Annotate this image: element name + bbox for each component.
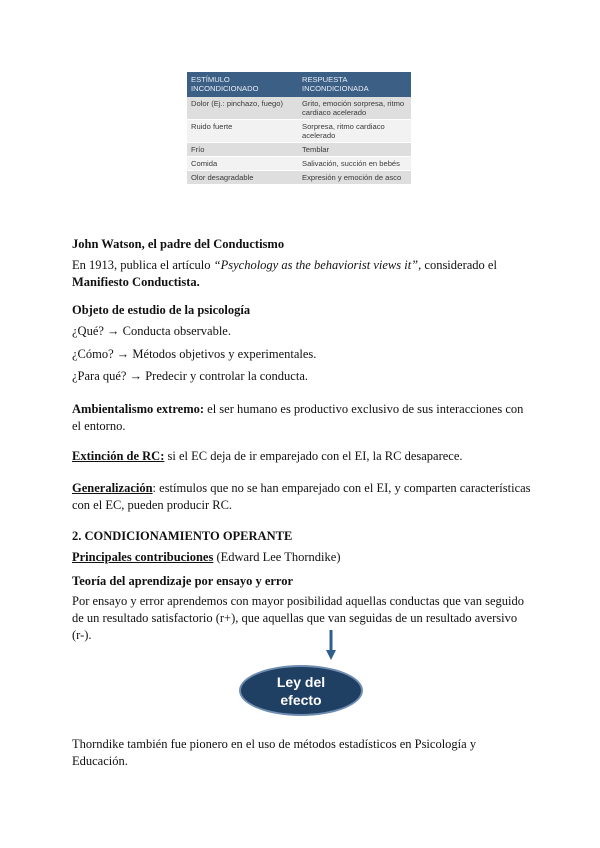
table-cell: Dolor (Ej.: pinchazo, fuego)	[187, 97, 298, 120]
operante-title: 2. CONDICIONAMIENTO OPERANTE	[72, 529, 293, 543]
table-row	[187, 143, 411, 157]
objeto-line-que: ¿Qué? → Conducta observable.	[72, 324, 231, 338]
table-cell: Sorpresa, ritmo cardiaco acelerado	[298, 120, 411, 143]
thorndike-final-paragraph: Thorndike también fue pionero en el uso de métodos estadísticos en Psicología y Educación.	[72, 737, 477, 768]
table-row	[187, 171, 411, 185]
table-cell: Frío	[187, 143, 298, 157]
generalizacion-text: : estímulos que no se han emparejado con el EI, y comparten características con el EC, pueden producir RC.	[72, 481, 531, 512]
contribuciones-line	[72, 549, 532, 566]
manifesto-name: Manifiesto Conductista.	[72, 275, 200, 289]
objeto-line-para-que: ¿Para qué? → Predecir y controlar la conducta.	[72, 369, 309, 383]
table-cell: Salivación, succión en bebés	[298, 157, 411, 171]
extincion-text: si el EC deja de ir emparejado con el EI, la RC desaparece.	[164, 449, 463, 463]
teoria-heading: Teoría del aprendizaje por ensayo y error	[72, 574, 294, 588]
extincion-paragraph	[72, 448, 532, 465]
table-row	[187, 120, 411, 143]
table-cell: Ruido fuerte	[187, 120, 298, 143]
ambientalismo-paragraph	[72, 401, 532, 435]
table-header-cell: ESTÍMULO INCONDICIONADO	[187, 72, 298, 97]
watson-text-pre: En 1913, publica el artículo	[72, 258, 214, 272]
ley-del-efecto-oval	[239, 665, 363, 716]
table-cell: Grito, emoción sorpresa, ritmo cardiaco acelerado	[298, 97, 411, 120]
article-title: “Psychology as the behaviorist views it”	[213, 258, 419, 272]
objeto-heading: Objeto de estudio de la psicología	[72, 303, 251, 317]
table-cell: Expresión y emoción de asco	[298, 171, 411, 185]
table-cell: Olor desagradable	[187, 171, 298, 185]
down-arrow-icon	[326, 630, 336, 660]
generalizacion-term: Generalización	[72, 481, 153, 495]
watson-heading: John Watson, el padre del Conductismo	[72, 237, 285, 251]
contribuciones-label: Principales contribuciones	[72, 550, 214, 564]
table-header-cell: RESPUESTA INCONDICIONADA	[298, 72, 411, 97]
objeto-line-como: ¿Cómo? → Métodos objetivos y experimentales.	[72, 347, 317, 361]
watson-text-post: , considerado el	[418, 258, 497, 272]
table-row	[187, 157, 411, 171]
table-header-row	[187, 72, 411, 97]
ambientalismo-term: Ambientalismo extremo:	[72, 402, 205, 416]
watson-paragraph	[72, 257, 532, 291]
contribuciones-author: (Edward Lee Thorndike)	[213, 550, 341, 564]
teoria-paragraph: Por ensayo y error aprendemos con mayor posibilidad aquellas conductas que van seguido de un resultado satisfactorio (r+), que aquellas que van seguidas de un resultado aversivo (r-).	[72, 594, 524, 642]
ambientalismo-text: el ser humano es productivo exclusivo de sus interacciones con el entorno.	[72, 402, 524, 433]
extincion-term: Extinción de RC:	[72, 449, 165, 463]
table-cell: Temblar	[298, 143, 411, 157]
table-row	[187, 97, 411, 120]
ley-del-efecto-label: Ley del efecto	[276, 673, 326, 708]
stimulus-response-table	[187, 72, 411, 185]
generalizacion-paragraph	[72, 480, 532, 514]
table-cell: Comida	[187, 157, 298, 171]
